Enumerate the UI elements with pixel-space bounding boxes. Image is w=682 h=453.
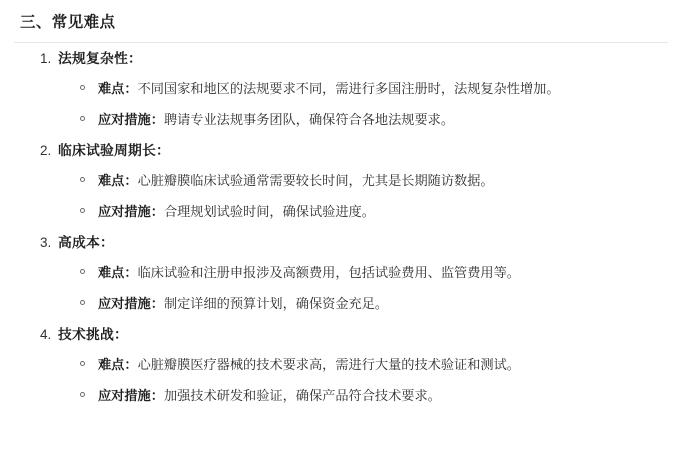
list-item [76,165,668,196]
subpoint-text: 心脏瓣膜临床试验通常需要较长时间，尤其是长期随访数据。 [137,173,494,188]
title-divider [14,42,668,43]
list-item [76,380,668,411]
subpoint-text: 临床试验和注册申报涉及高额费用，包括试验费用、监管费用等。 [137,265,520,280]
subpoint-label: 应对措施： [98,296,164,311]
list-item [14,229,668,319]
subpoint-list [58,165,668,227]
subpoint-list [58,257,668,319]
subpoint-label: 应对措施： [98,388,164,403]
list-item [14,321,668,411]
subpoint-label: 难点： [98,265,138,280]
subpoint-text: 心脏瓣膜医疗器械的技术要求高，需进行大量的技术验证和测试。 [137,357,520,372]
subpoint-label: 难点： [98,173,138,188]
subpoint-label: 应对措施： [98,112,164,127]
subpoint-list [58,349,668,411]
subpoint-text: 不同国家和地区的法规要求不同，需进行多国注册时，法规复杂性增加。 [137,81,560,96]
list-item [14,45,668,135]
topic-title: 高成本： [58,235,114,250]
subpoint-text: 合理规划试验时间，确保试验进度。 [163,204,375,219]
subpoint-label: 难点： [98,81,138,96]
list-item [76,104,668,135]
list-item [76,257,668,288]
list-item [14,137,668,227]
list-item [76,73,668,104]
page-title: 三、常见难点 [20,14,116,31]
topic-title: 法规复杂性： [58,51,142,66]
subpoint-text: 制定详细的预算计划，确保资金充足。 [163,296,389,311]
topic-title: 技术挑战： [58,327,128,342]
list-item [76,288,668,319]
subpoint-text: 加强技术研发和验证，确保产品符合技术要求。 [163,388,441,403]
subpoint-label: 难点： [98,357,138,372]
topic-title: 临床试验周期长： [58,143,170,158]
subpoint-list [58,73,668,135]
list-item [76,349,668,380]
topic-list [14,45,668,411]
subpoint-text: 聘请专业法规事务团队，确保符合各地法规要求。 [163,112,455,127]
subpoint-label: 应对措施： [98,204,164,219]
list-item [76,196,668,227]
